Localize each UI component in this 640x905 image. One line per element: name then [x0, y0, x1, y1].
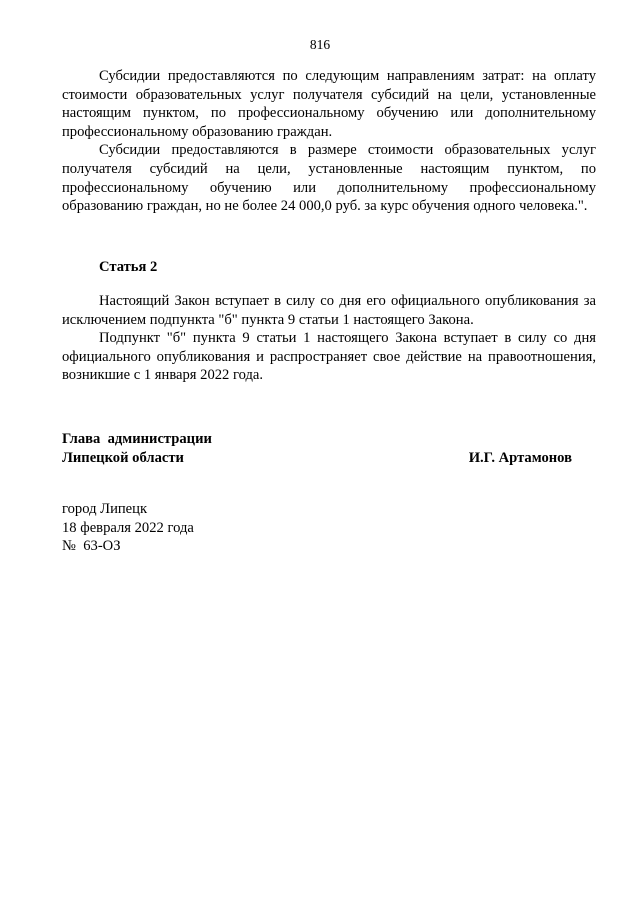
place-date-block [62, 500, 194, 556]
signature-block [62, 430, 572, 467]
subsidy-directions-paragraph: Субсидии предоставляются по следующим направлениям затрат: на оплату стоимости образовательных услуг получателя субсидий на цели, установленные настоящим пунктом, по профессиональному обучению или дополнительному профессиональному образованию граждан. [62, 68, 596, 140]
law-number: № 63-ОЗ [62, 538, 121, 555]
date: 18 февраля 2022 года [62, 519, 194, 536]
signatory-title-line1: Глава администрации [62, 431, 212, 447]
article-2-paragraphs [62, 292, 596, 385]
city: город Липецк [62, 501, 148, 517]
signatory-name: И.Г. Артамонов [468, 449, 572, 466]
subsidy-paragraphs [62, 67, 596, 216]
signatory-title-line2: Липецкой области [62, 449, 184, 466]
article-2-heading: Статья 2 [99, 259, 158, 275]
page-number: 816 [309, 37, 331, 52]
subsidy-amount-paragraph: Субсидии предоставляются в размере стоимости образовательных услуг получателя субсидий на цели, установленные настоящим пунктом, по профессиональному обучению или дополнительному профессиональному образованию граждан, но не более 24 000,0 руб. за курс обучения одного человека.". [62, 142, 596, 215]
subparagraph-b-paragraph: Подпункт "б" пункта 9 статьи 1 настоящего Закона вступает в силу со дня официального опубликования и распространяет свое действие на правоотношения, возникшие с 1 января 2022 года. [62, 330, 596, 384]
entry-into-force-paragraph: Настоящий Закон вступает в силу со дня его официального опубликования за исключением подпункта "б" пункта 9 статьи 1 настоящего Закона. [62, 293, 596, 328]
